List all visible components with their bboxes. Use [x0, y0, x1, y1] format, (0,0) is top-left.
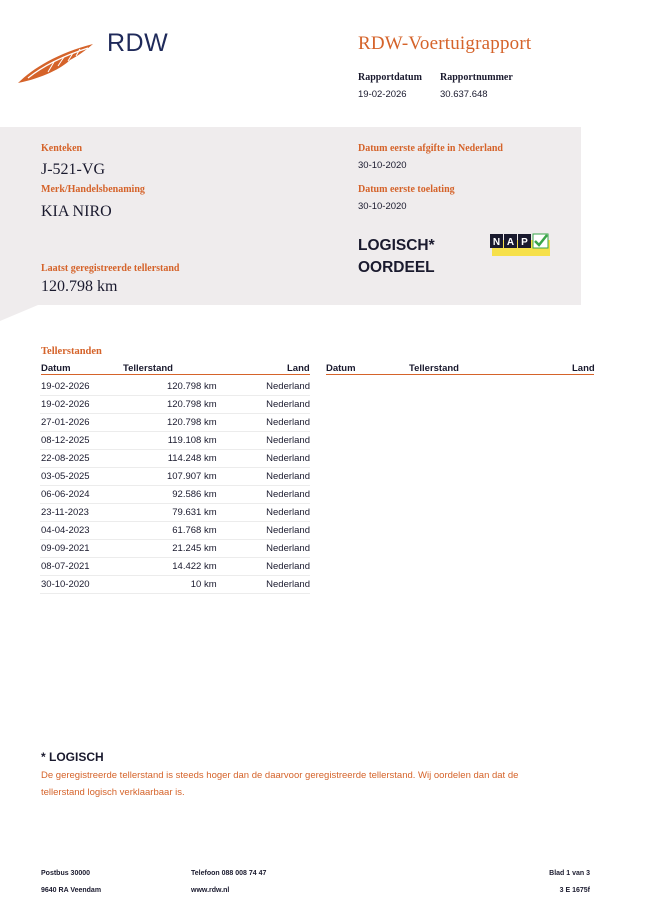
reading-country: Nederland	[217, 486, 310, 504]
footnote-title: * LOGISCH	[41, 750, 104, 764]
col-country-header-2: Land	[572, 363, 595, 374]
reading-value: 119.108 km	[121, 432, 216, 450]
verdict	[358, 235, 435, 279]
first-issue-nl-value: 30-10-2020	[358, 160, 407, 171]
reading-country: Nederland	[217, 378, 310, 396]
reading-country: Nederland	[217, 576, 310, 594]
footer-page: Blad 1 van 3	[549, 870, 590, 877]
table-row	[40, 378, 310, 396]
header-rule-right	[326, 374, 594, 375]
reading-date: 08-07-2021	[40, 558, 121, 576]
table-row	[40, 468, 310, 486]
plate-label: Kenteken	[41, 143, 83, 154]
reading-date: 06-06-2024	[40, 486, 121, 504]
make-label: Merk/Handelsbenaming	[41, 184, 145, 195]
reading-value: 10 km	[121, 576, 216, 594]
report-date-label: Rapportdatum	[358, 72, 422, 83]
footnote-text: De geregistreerde tellerstand is steeds hoger dan de daarvoor geregistreerde tellerstand. Wij oordelen dan dat de tellerstand logisch verklaarbaar is.	[41, 770, 519, 798]
reading-country: Nederland	[217, 468, 310, 486]
odometer-label: Laatst geregistreerde tellerstand	[41, 263, 180, 274]
table-row	[40, 540, 310, 558]
reading-date: 22-08-2025	[40, 450, 121, 468]
footer-postbus: Postbus 30000	[41, 870, 91, 877]
report-number: 30.637.648	[440, 89, 488, 100]
reading-date: 09-09-2021	[40, 540, 121, 558]
table-row	[40, 414, 310, 432]
reading-date: 04-04-2023	[40, 522, 121, 540]
reading-value: 79.631 km	[121, 504, 216, 522]
make-value: KIA NIRO	[41, 203, 112, 220]
reading-country: Nederland	[217, 432, 310, 450]
report-number-label: Rapportnummer	[440, 72, 513, 83]
reading-date: 30-10-2020	[40, 576, 121, 594]
nap-letter-p: P	[521, 237, 528, 248]
footer-city: 9640 RA Veendam	[41, 887, 102, 894]
header-rule-left	[41, 374, 310, 375]
reading-country: Nederland	[217, 522, 310, 540]
reading-value: 114.248 km	[121, 450, 216, 468]
table-row	[40, 558, 310, 576]
nap-letter-n: N	[492, 237, 501, 248]
first-admission-value: 30-10-2020	[358, 201, 407, 212]
table-row	[40, 396, 310, 414]
col-date-header-2: Datum	[326, 363, 356, 374]
footer-code: 3 E 1675f	[559, 887, 590, 894]
reading-value: 21.245 km	[121, 540, 216, 558]
table-row	[40, 432, 310, 450]
report-title: RDW-Voertuigrapport	[358, 33, 532, 54]
table-row	[40, 486, 310, 504]
nap-logo	[490, 232, 552, 258]
reading-country: Nederland	[217, 504, 310, 522]
verdict-line-1: LOGISCH*	[358, 237, 435, 254]
reading-country: Nederland	[217, 450, 310, 468]
nap-letter-a: A	[506, 237, 515, 248]
table-row	[40, 504, 310, 522]
col-country-header: Land	[287, 363, 310, 374]
report-date: 19-02-2026	[358, 89, 407, 100]
col-reading-header: Tellerstand	[123, 363, 173, 374]
reading-date: 19-02-2026	[40, 378, 121, 396]
reading-date: 08-12-2025	[40, 432, 121, 450]
reading-value: 120.798 km	[121, 414, 216, 432]
reading-value: 107.907 km	[121, 468, 216, 486]
footer-website-link[interactable]: www.rdw.nl	[191, 887, 230, 894]
reading-date: 23-11-2023	[40, 504, 121, 522]
rdw-logo	[18, 28, 178, 88]
reading-country: Nederland	[217, 540, 310, 558]
readings-table	[40, 378, 310, 594]
footer-phone: Telefoon 088 008 74 47	[191, 870, 267, 877]
reading-country: Nederland	[217, 414, 310, 432]
reading-date: 03-05-2025	[40, 468, 121, 486]
reading-value: 120.798 km	[121, 396, 216, 414]
table-row	[40, 576, 310, 594]
reading-date: 27-01-2026	[40, 414, 121, 432]
readings-title: Tellerstanden	[41, 346, 102, 357]
reading-value: 14.422 km	[121, 558, 216, 576]
table-row	[40, 522, 310, 540]
logo-text: RDW	[107, 29, 169, 57]
reading-date: 19-02-2026	[40, 396, 121, 414]
reading-country: Nederland	[217, 558, 310, 576]
odometer-value: 120.798 km	[41, 278, 118, 295]
plate-value: J-521-VG	[41, 161, 105, 178]
table-row	[40, 450, 310, 468]
reading-value: 92.586 km	[121, 486, 216, 504]
nap-check-icon	[490, 232, 552, 258]
first-issue-nl-label: Datum eerste afgifte in Nederland	[358, 143, 503, 154]
first-admission-label: Datum eerste toelating	[358, 184, 455, 195]
panel-corner	[0, 305, 38, 321]
col-reading-header-2: Tellerstand	[409, 363, 459, 374]
reading-value: 61.768 km	[121, 522, 216, 540]
reading-country: Nederland	[217, 396, 310, 414]
col-date-header: Datum	[41, 363, 71, 374]
verdict-line-2: OORDEEL	[358, 259, 435, 276]
reading-value: 120.798 km	[121, 378, 216, 396]
